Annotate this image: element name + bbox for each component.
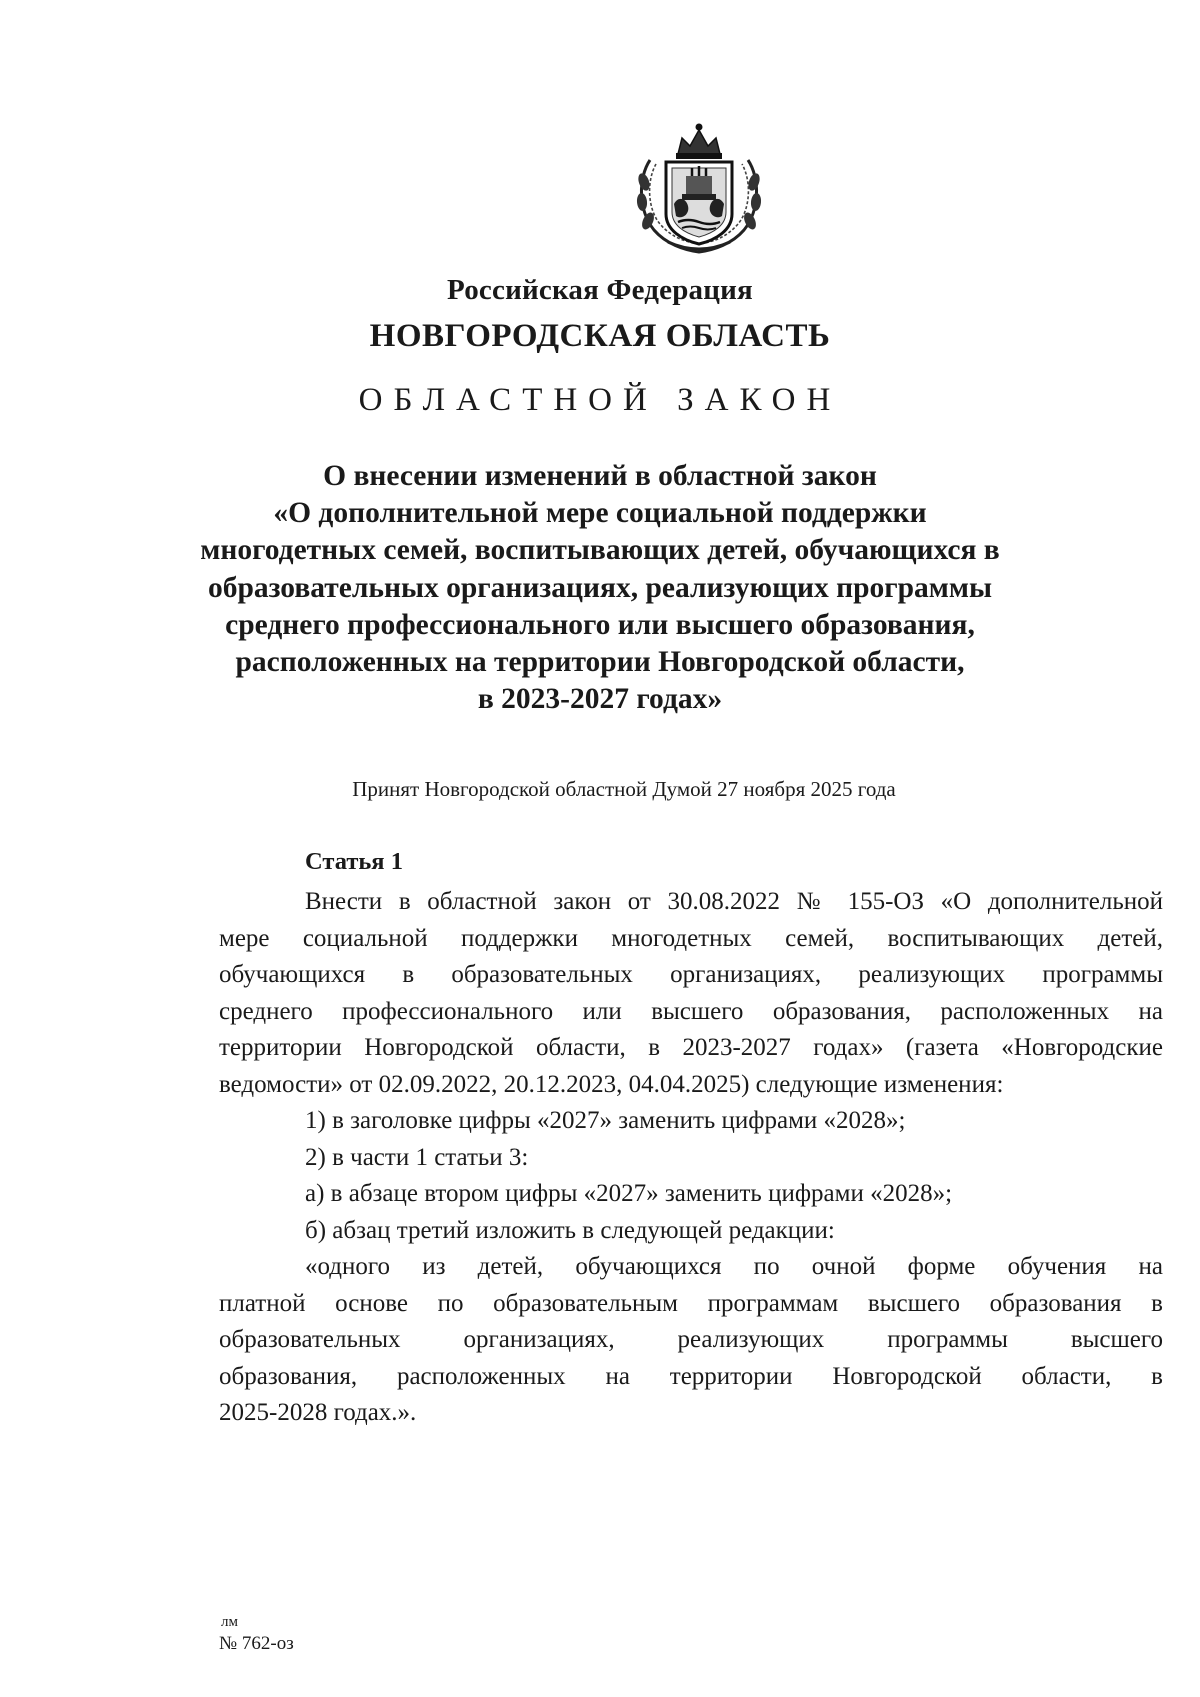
- article-line: ведомости» от 02.09.2022, 20.12.2023, 04.04.2025) следующие изменения:: [219, 1070, 1004, 1098]
- article-body: [219, 884, 1163, 1432]
- article-line: мере социальной поддержки многодетных семей, воспитывающих детей,: [219, 924, 1163, 952]
- article-line: обучающихся в образовательных организациях, реализующих программы: [219, 961, 1163, 988]
- law-title-line: среднего профессионального или высшего образования,: [225, 608, 975, 641]
- article-line: образовательных организациях, реализующих программы высшего: [219, 1326, 1163, 1353]
- article-heading: Статья 1: [305, 848, 403, 875]
- article-line: территории Новгородской области, в 2023-2027 годах» (газета «Новгородские: [219, 1034, 1163, 1061]
- coat-of-arms-icon: [628, 118, 770, 256]
- article-line: платной основе по образовательным программам высшего образования в: [219, 1289, 1163, 1317]
- adoption-note: Принят Новгородской областной Думой 27 ноября 2025 года: [352, 777, 896, 801]
- country-name: Российская Федерация: [447, 274, 753, 306]
- article-line: б) абзац третий изложить в следующей редакции:: [305, 1216, 835, 1244]
- law-number: № 762-оз: [219, 1633, 294, 1654]
- article-line: 2) в части 1 статьи 3:: [305, 1143, 529, 1171]
- article-line: а) в абзаце втором цифры «2027» заменить цифрами «2028»;: [305, 1180, 953, 1207]
- article-line: 1) в заголовке цифры «2027» заменить цифрами «2028»;: [305, 1107, 906, 1134]
- law-title-line: образовательных организациях, реализующих программы: [207, 571, 993, 604]
- law-title-line: О внесении изменений в областной закон: [323, 460, 877, 492]
- article-line: среднего профессионального или высшего образования, расположенных на: [219, 997, 1163, 1025]
- article-line: 2025-2028 годах.».: [219, 1399, 417, 1426]
- article-line: Внести в областной закон от 30.08.2022 № 155-ОЗ «О дополнительной: [305, 888, 1163, 915]
- executor-initials: лм: [221, 1614, 238, 1630]
- law-title-line: многодетных семей, воспитывающих детей, обучающихся в: [200, 534, 1000, 567]
- law-title-line: «О дополнительной мере социальной поддержки: [273, 497, 927, 530]
- document-type: ОБЛАСТНОЙ ЗАКОН: [358, 382, 842, 418]
- document-footer: [219, 1611, 294, 1655]
- article-line: «одного из детей, обучающихся по очной форме обучения на: [305, 1253, 1163, 1280]
- region-name: НОВГОРОДСКАЯ ОБЛАСТЬ: [369, 318, 831, 354]
- law-title-line: расположенных на территории Новгородской области,: [235, 646, 965, 679]
- law-title-line: в 2023-2027 годах»: [477, 683, 723, 716]
- article-line: образования, расположенных на территории Новгородской области, в: [219, 1362, 1163, 1390]
- law-title: [150, 458, 1050, 718]
